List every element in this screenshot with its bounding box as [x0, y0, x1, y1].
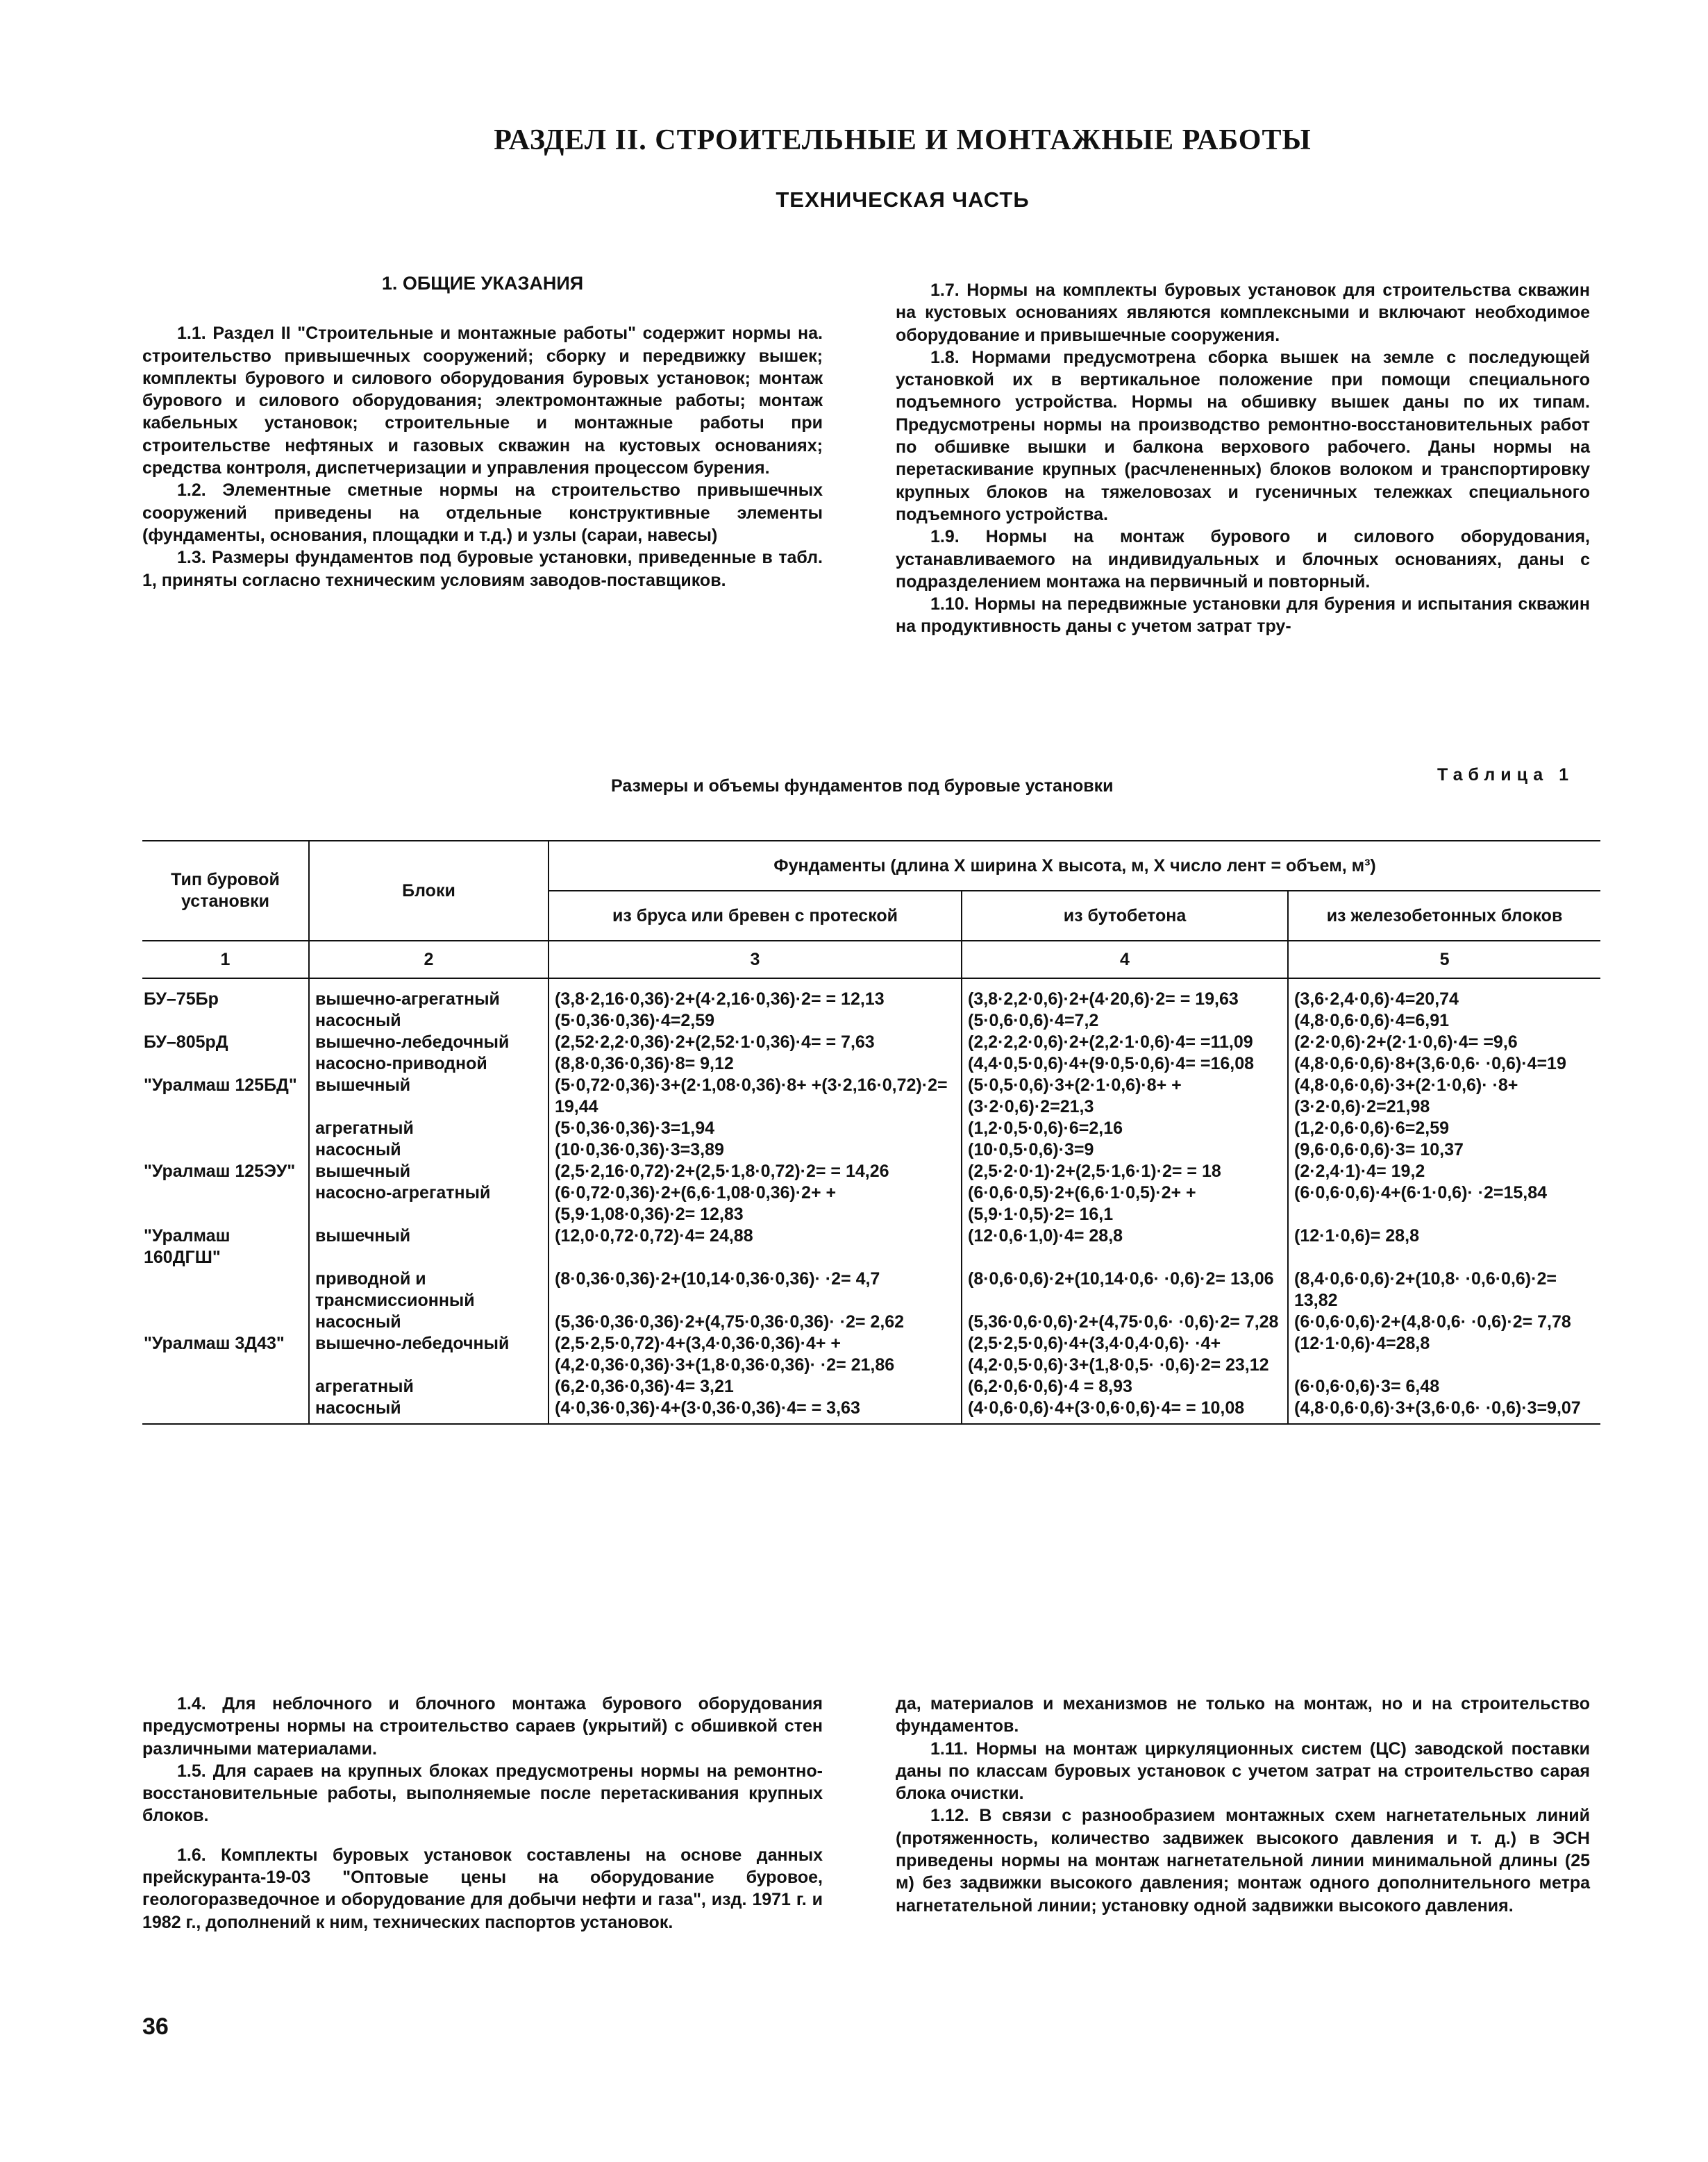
cell-timber: (12,0·0,72·0,72)·4= 24,88 [549, 1225, 962, 1268]
cell-type [142, 1312, 309, 1333]
paragraph-1-9: 1.9. Нормы на монтаж бурового и силового оборудования, устанавливаемого на индивидуальных и блочных основаниях, даны с подразделением монтажа на первичный и повторный. [896, 527, 1590, 592]
paragraph-1-10: 1.10. Нормы на передвижные установки для бурения и испытания скважин на продуктивность даны с учетом затрат тру- [896, 594, 1590, 637]
cell-timber: (6,2·0,36·0,36)·4= 3,21 [549, 1376, 962, 1398]
table-row [142, 1032, 1600, 1053]
header-timber: из бруса или бревен с протеской [549, 891, 962, 941]
cell-block: насосный [309, 1398, 549, 1424]
cell-block: вышечный [309, 1161, 549, 1182]
paragraph-continued: да, материалов и механизмов не только на монтаж, но и на строительство фундаментов. [896, 1694, 1590, 1736]
cell-rubble: (6,2·0,6·0,6)·4 = 8,93 [962, 1376, 1288, 1398]
cell-type [142, 1376, 309, 1398]
cell-rubble: (3,8·2,2·0,6)·2+(4·20,6)·2= = 19,63 [962, 978, 1288, 1010]
part-title: ТЕХНИЧЕСКАЯ ЧАСТЬ [776, 187, 1030, 212]
cell-concrete: (3,6·2,4·0,6)·4=20,74 [1288, 978, 1600, 1010]
table-row [142, 1333, 1600, 1376]
cell-block: вышечный [309, 1225, 549, 1268]
cell-timber: (2,5·2,5·0,72)·4+(3,4·0,36·0,36)·4+ +(4,2·0,36·0,36)·3+(1,8·0,36·0,36)· ·2= 21,86 [549, 1333, 962, 1376]
paragraph-1-11: 1.11. Нормы на монтаж циркуляционных систем (ЦС) заводской поставки даны по классам буровых установок с учетом затрат на строительство сарая блока очистки. [896, 1738, 1590, 1804]
cell-timber: (8·0,36·0,36)·2+(10,14·0,36·0,36)· ·2= 4,7 [549, 1268, 962, 1312]
paragraph-1-3: 1.3. Размеры фундаментов под буровые установки, приведенные в табл. 1, приняты согласно техническим условиям заводов-поставщиков. [142, 548, 823, 590]
header-concrete: из железобетонных блоков [1288, 891, 1600, 941]
paragraph-1-2: 1.2. Элементные сметные нормы на строительство привышечных сооружений приведены на отдельные конструктивные элементы (фундаменты, основания, площадки и т.д.) и узлы (сараи, навесы) [142, 480, 823, 545]
cell-type [142, 1182, 309, 1225]
cell-type: БУ–75Бр [144, 989, 219, 1009]
cell-block: вышечно-лебедочный [309, 1032, 549, 1053]
paragraph-1-8: 1.8. Нормами предусмотрена сборка вышек на земле с последующей установкой их в вертикальное положение при помощи специального подъемного устройства. Нормы на обшивку вышек даны по их типам. Предусмотрены нормы на производство ремонтно-восстановительных работ по обшивке вышки и балкона верхового рабочего. Даны нормы на перетаскивание крупных (расчлененных) блоков волоком и транспортировку крупных блоков на тяжеловозах и гусеничных тележках специального подъемного устройства. [896, 347, 1590, 524]
header-blocks: Блоки [309, 841, 549, 941]
table-row [142, 1075, 1600, 1118]
cell-rubble: (10·0,5·0,6)·3=9 [962, 1139, 1288, 1161]
cell-block: агрегатный [309, 1118, 549, 1139]
cell-timber: (2,52·2,2·0,36)·2+(2,52·1·0,36)·4= = 7,63 [549, 1032, 962, 1053]
right-column-top [896, 279, 1590, 638]
cell-rubble: (12·0,6·1,0)·4= 28,8 [962, 1225, 1288, 1268]
header-rubble: из бутобетона [962, 891, 1288, 941]
cell-concrete: (9,6·0,6·0,6)·3= 10,37 [1288, 1139, 1600, 1161]
table-body [142, 978, 1600, 1424]
table-row [142, 1376, 1600, 1398]
cell-timber: (10·0,36·0,36)·3=3,89 [549, 1139, 962, 1161]
paragraph-1-4: 1.4. Для неблочного и блочного монтажа бурового оборудования предусмотрены нормы на строительство сараев (укрытий) с обшивкой стен различными материалами. [142, 1694, 823, 1759]
cell-type [142, 1053, 309, 1075]
cell-concrete: (12·1·0,6)= 28,8 [1288, 1225, 1600, 1268]
table-row [142, 1225, 1600, 1268]
left-column-bottom [142, 1693, 823, 1934]
table-row [142, 1398, 1600, 1424]
paragraph-1-7: 1.7. Нормы на комплекты буровых установок для строительства скважин на кустовых основаниях являются комплексными и включают необходимое оборудование и привышечные сооружения. [896, 280, 1590, 345]
table-row [142, 1182, 1600, 1225]
cell-concrete: (4,8·0,6·0,6)·3+(3,6·0,6· ·0,6)·3=9,07 [1288, 1398, 1600, 1424]
table-caption: Размеры и объемы фундаментов под буровые установки [611, 776, 1114, 796]
cell-concrete: (4,8·0,6·0,6)·8+(3,6·0,6· ·0,6)·4=19 [1288, 1053, 1600, 1075]
cell-rubble: (4,4·0,5·0,6)·4+(9·0,5·0,6)·4= =16,08 [962, 1053, 1288, 1075]
col-number: 1 [142, 941, 309, 978]
cell-rubble: (5·0,5·0,6)·3+(2·1·0,6)·8+ +(3·2·0,6)·2=21,3 [962, 1075, 1288, 1118]
cell-type [142, 1139, 309, 1161]
cell-timber: (5,36·0,36·0,36)·2+(4,75·0,36·0,36)· ·2= 2,62 [549, 1312, 962, 1333]
cell-type [142, 1398, 309, 1424]
page-number: 36 [142, 2013, 169, 2040]
left-column-top [142, 272, 823, 592]
cell-block: вышечно-лебедочный [309, 1333, 549, 1376]
general-instructions-heading: 1. ОБЩИЕ УКАЗАНИЯ [381, 273, 584, 294]
cell-block: насосный [309, 1010, 549, 1032]
paragraph-1-12: 1.12. В связи с разнообразием монтажных схем нагнетательных линий (протяженность, количество задвижек высокого давления и т. д.) в ЭСН приведены нормы на монтаж нагнетательной линии минимальной длины (25 м) без задвижки высокого давления; монтаж одного дополнительного метра нагнетательной линии; установку одной задвижки высокого давления. [896, 1806, 1590, 1916]
cell-timber: (5·0,36·0,36)·4=2,59 [549, 1010, 962, 1032]
cell-concrete: (8,4·0,6·0,6)·2+(10,8· ·0,6·0,6)·2= 13,82 [1288, 1268, 1600, 1312]
cell-timber: (5·0,72·0,36)·3+(2·1,08·0,36)·8+ +(3·2,16·0,72)·2= 19,44 [549, 1075, 962, 1118]
cell-type: "Уралмаш 3Д43" [144, 1334, 285, 1353]
cell-timber: (2,5·2,16·0,72)·2+(2,5·1,8·0,72)·2= = 14,26 [549, 1161, 962, 1182]
col-number: 2 [309, 941, 549, 978]
cell-block: насосно-агрегатный [309, 1182, 549, 1225]
cell-block: насосный [309, 1312, 549, 1333]
cell-rubble: (8·0,6·0,6)·2+(10,14·0,6· ·0,6)·2= 13,06 [962, 1268, 1288, 1312]
cell-concrete: (6·0,6·0,6)·3= 6,48 [1288, 1376, 1600, 1398]
cell-block: насосно-приводной [309, 1053, 549, 1075]
table-row [142, 1268, 1600, 1312]
table-row [142, 1139, 1600, 1161]
cell-rubble: (1,2·0,5·0,6)·6=2,16 [962, 1118, 1288, 1139]
cell-concrete: (2·2·0,6)·2+(2·1·0,6)·4= =9,6 [1288, 1032, 1600, 1053]
cell-concrete: (1,2·0,6·0,6)·6=2,59 [1288, 1118, 1600, 1139]
cell-timber: (8,8·0,36·0,36)·8= 9,12 [549, 1053, 962, 1075]
cell-rubble: (2,5·2,5·0,6)·4+(3,4·0,4·0,6)· ·4+(4,2·0,5·0,6)·3+(1,8·0,5· ·0,6)·2= 23,12 [962, 1333, 1288, 1376]
cell-concrete: (6·0,6·0,6)·4+(6·1·0,6)· ·2=15,84 [1288, 1182, 1600, 1225]
cell-type: "Уралмаш 125ЭУ" [144, 1162, 296, 1181]
cell-concrete: (2·2,4·1)·4= 19,2 [1288, 1161, 1600, 1182]
table-row [142, 1118, 1600, 1139]
header-foundations: Фундаменты (длина X ширина X высота, м, X число лент = объем, м³) [549, 841, 1600, 891]
cell-type: "Уралмаш 125БД" [144, 1075, 297, 1095]
table-label: Таблица 1 [1437, 765, 1575, 785]
cell-timber: (4·0,36·0,36)·4+(3·0,36·0,36)·4= = 3,63 [549, 1398, 962, 1424]
cell-rubble: (5,36·0,6·0,6)·2+(4,75·0,6· ·0,6)·2= 7,28 [962, 1312, 1288, 1333]
col-number: 4 [962, 941, 1288, 978]
cell-type [142, 1010, 309, 1032]
cell-rubble: (2,2·2,2·0,6)·2+(2,2·1·0,6)·4= =11,09 [962, 1032, 1288, 1053]
cell-concrete: (12·1·0,6)·4=28,8 [1288, 1333, 1600, 1376]
col-number: 5 [1288, 941, 1600, 978]
table-row [142, 978, 1600, 1010]
cell-rubble: (5·0,6·0,6)·4=7,2 [962, 1010, 1288, 1032]
cell-concrete: (4,8·0,6·0,6)·3+(2·1·0,6)· ·8+(3·2·0,6)·2=21,98 [1288, 1075, 1600, 1118]
paragraph-1-6: 1.6. Комплекты буровых установок составлены на основе данных прейскуранта-19-03 "Оптовые цены на оборудование буровое, геологоразведочное и оборудование для добычи нефти и газа", изд. 1971 г. и 1982 г., дополнений к ним, технических паспортов установок. [142, 1845, 823, 1932]
cell-rubble: (2,5·2·0·1)·2+(2,5·1,6·1)·2= = 18 [962, 1161, 1288, 1182]
table-row [142, 1010, 1600, 1032]
table-row [142, 1161, 1600, 1182]
cell-rubble: (4·0,6·0,6)·4+(3·0,6·0,6)·4= = 10,08 [962, 1398, 1288, 1424]
cell-block: приводной и трансмиссионный [309, 1268, 549, 1312]
cell-type [142, 1268, 309, 1312]
col-number: 3 [549, 941, 962, 978]
paragraph-1-1: 1.1. Раздел II "Строительные и монтажные работы" содержит нормы на. строительство привышечных сооружений; сборку и передвижку вышек; комплекты бурового и силового оборудования буровых установок; монтаж бурового и силового оборудования; электромонтажные работы; монтаж кабельных установок; строительные и монтажные работы при строительстве нефтяных и газовых скважин на кустовых основаниях; средства контроля, диспетчеризации и управления процессом бурения. [142, 324, 823, 478]
cell-type: "Уралмаш 160ДГШ" [144, 1226, 231, 1267]
paragraph-1-5: 1.5. Для сараев на крупных блоках предусмотрены нормы на ремонтно-восстановительные работы, выполняемые после перетаскивания крупных блоков. [142, 1761, 823, 1826]
foundations-table [142, 840, 1600, 1425]
cell-type: БУ–805рД [144, 1032, 228, 1052]
cell-type [142, 1118, 309, 1139]
cell-concrete: (6·0,6·0,6)·2+(4,8·0,6· ·0,6)·2= 7,78 [1288, 1312, 1600, 1333]
header-type: Тип буровой установки [142, 841, 309, 941]
cell-block: вышечно-агрегатный [309, 978, 549, 1010]
cell-block: насосный [309, 1139, 549, 1161]
table-row [142, 1053, 1600, 1075]
cell-block: агрегатный [309, 1376, 549, 1398]
cell-timber: (5·0,36·0,36)·3=1,94 [549, 1118, 962, 1139]
cell-timber: (6·0,72·0,36)·2+(6,6·1,08·0,36)·2+ + (5,9·1,08·0,36)·2= 12,83 [549, 1182, 962, 1225]
table-row [142, 1312, 1600, 1333]
section-title: РАЗДЕЛ II. СТРОИТЕЛЬНЫЕ И МОНТАЖНЫЕ РАБОТЫ [494, 124, 1312, 156]
right-column-bottom [896, 1693, 1590, 1917]
cell-timber: (3,8·2,16·0,36)·2+(4·2,16·0,36)·2= = 12,13 [549, 978, 962, 1010]
cell-concrete: (4,8·0,6·0,6)·4=6,91 [1288, 1010, 1600, 1032]
cell-block: вышечный [309, 1075, 549, 1118]
cell-rubble: (6·0,6·0,5)·2+(6,6·1·0,5)·2+ +(5,9·1·0,5)·2= 16,1 [962, 1182, 1288, 1225]
